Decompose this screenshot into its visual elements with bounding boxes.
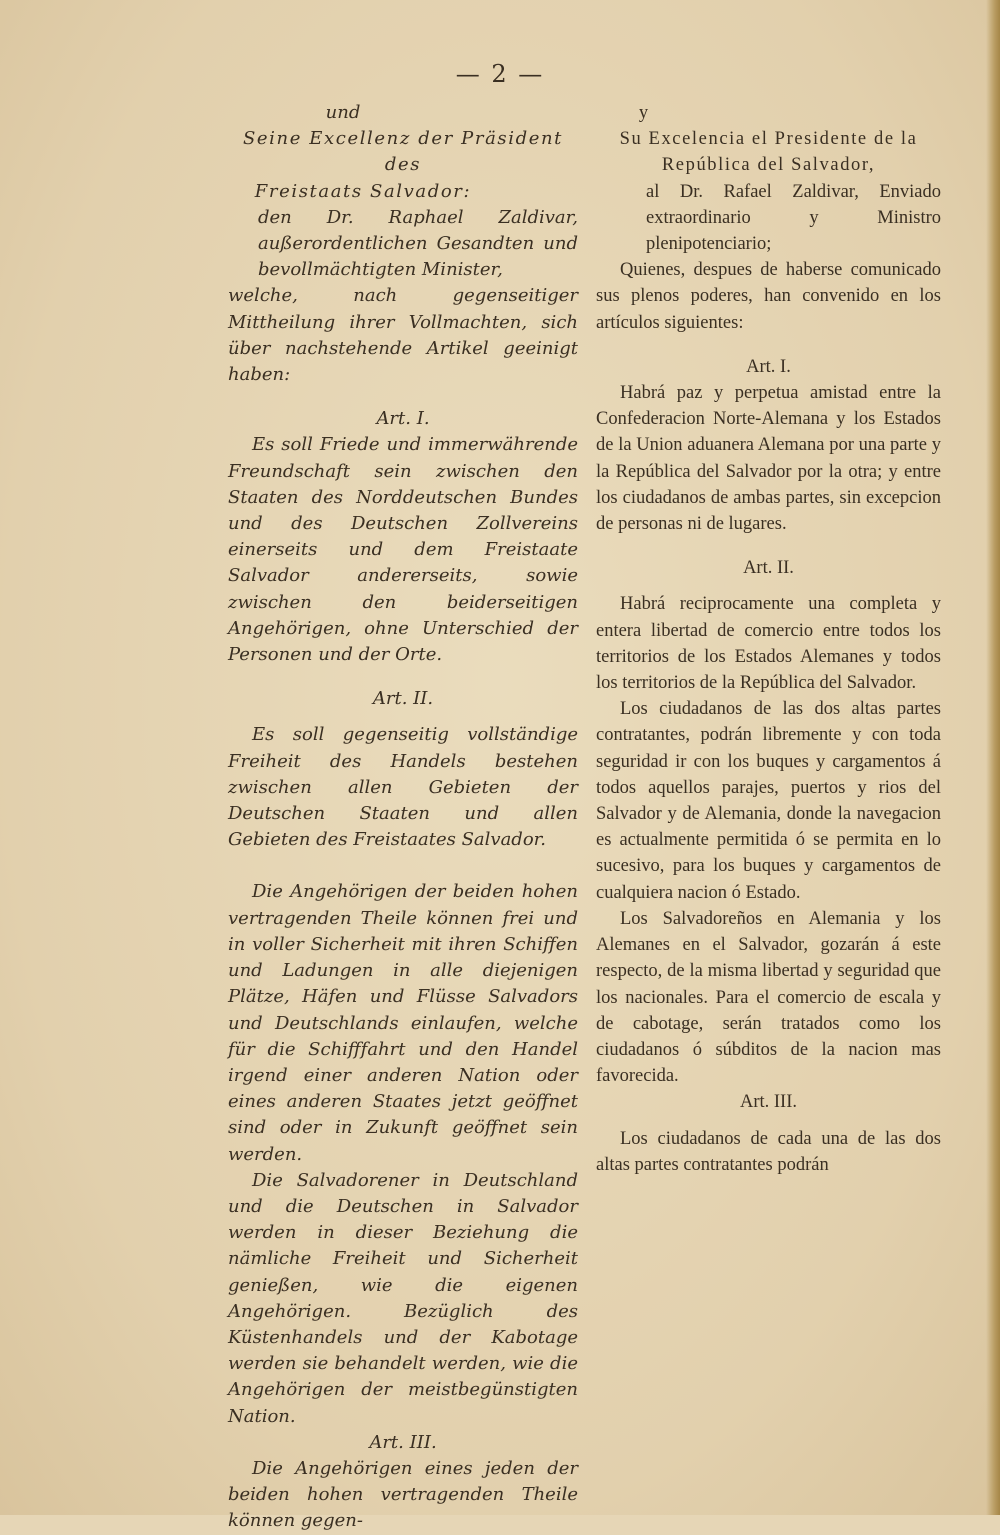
page-edge [986,0,1000,1515]
spanish-art3-title: Art. III. [739,1092,798,1113]
spanish-plenipotentiary: al Dr. Rafael Zaldivar, Enviado extraordinario y Ministro plenipotenciario; [646,181,941,255]
spanish-y: y [638,103,649,123]
german-art1-text: Es soll Friede und immerwährende Freundschaft sein zwischen den Staaten des Norddeutschen Bundes und des Deutschen Zollvereins einerseits und dem Freistaate Salvador andererseits, sowie zwischen den beiderseitigen Angehörigen, ohne Unterschied der Personen und der Orte. [228,434,578,666]
german-art2-p2: Die Angehörigen der beiden hohen vertragenden Theile können frei und in voller Sicherheit mit ihren Schiffen und Ladungen in alle diejenigen Plätze, Häfen und Flüsse Salvadors und Deutschlands einlaufen, welche für die Schifffahrt und den Handel irgend einer anderen Nation oder eines anderen Staates jetzt geöffnet sind oder in Zukunft geöffnet sein werden. [228,881,578,1165]
german-art2-p1: Es soll gegenseitig vollständige Freiheit des Handels bestehen zwischen allen Gebieten der Deutschen Staaten und allen Gebieten des Freistaates Salvador. [228,724,578,851]
spanish-art2-title: Art. II. [743,558,794,579]
german-agreement: welche, nach gegenseitiger Mittheilung ihrer Vollmachten, sich über nachstehende Artikel geeinigt haben: [228,285,578,386]
spanish-art3-text: Los ciudadanos de cada una de las dos altas partes contratantes podrán [596,1128,941,1175]
german-art2-title: Art. II. [372,688,434,710]
german-column [228,100,578,1535]
german-head-line1: Seine Excellenz der Präsident des [242,128,564,176]
spanish-art2-p1: Habrá reciprocamente una completa y entera libertad de comercio entre todos los territorios de los Estados Alemanes y todos los territorios de la República del Salvador. [596,594,941,694]
german-plenipotentiary: den Dr. Raphael Zaldivar, außerordentlichen Gesandten und bevollmächtigten Minister, [258,206,578,281]
german-art3-text: Die Angehörigen eines jeden der beiden hohen vertragenden Theile können gegen- [228,1457,578,1532]
spanish-column [596,100,941,1178]
german-art3-title: Art. III. [369,1431,437,1453]
german-art1-title: Art. I. [376,408,430,430]
spanish-agreement: Quienes, despues de haberse comunicado sus plenos poderes, han convenido en los artículos siguientes: [596,260,941,333]
german-head-line2: Freistaats Salvador: [254,180,472,202]
spanish-art2-p2: Los ciudadanos de las dos altas partes contratantes, podrán libremente y con toda seguridad ir con los buques y cargamentos á todos aquellos parajes, puertos y rios del Salvador y de Alemania, donde la navegacion es actualmente permitida ó se permita en lo sucesivo, para los buques y cargamentos de cualquiera nacion ó Estado. [596,699,941,903]
spanish-head: Su Excelencia el Presidente de la República del Salvador, [619,129,918,176]
german-art2-p3: Die Salvadorener in Deutschland und die Deutschen in Salvador werden in dieser Beziehung die nämliche Freiheit und Sicherheit genießen, wie die eigenen Angehörigen. Bezüglich des Küstenhandels und der Kabotage werden sie behandelt werden, wie die Angehörigen der meistbegünstigten Nation. [228,1169,578,1427]
spanish-art2-p3: Los Salvadoreños en Alemania y los Alemanes en el Salvador, gozarán á este respecto, de la misma libertad y seguridad que los nacionales. Para el comercio de escala y de cabotage, serán tratados como los ciudadanos ó súbditos de la nacion mas favorecida. [596,908,941,1087]
german-und: und [325,102,361,123]
page-number: — 2 — [455,60,545,88]
spanish-art1-text: Habrá paz y perpetua amistad entre la Confederacion Norte-Alemana y los Estados de la Union aduanera Alemana por una parte y la República del Salvador por la otra; y entre los ciudadanos de ambas partes, sin excepcion de personas ni de lugares. [596,383,941,535]
spanish-art1-title: Art. I. [746,356,791,377]
